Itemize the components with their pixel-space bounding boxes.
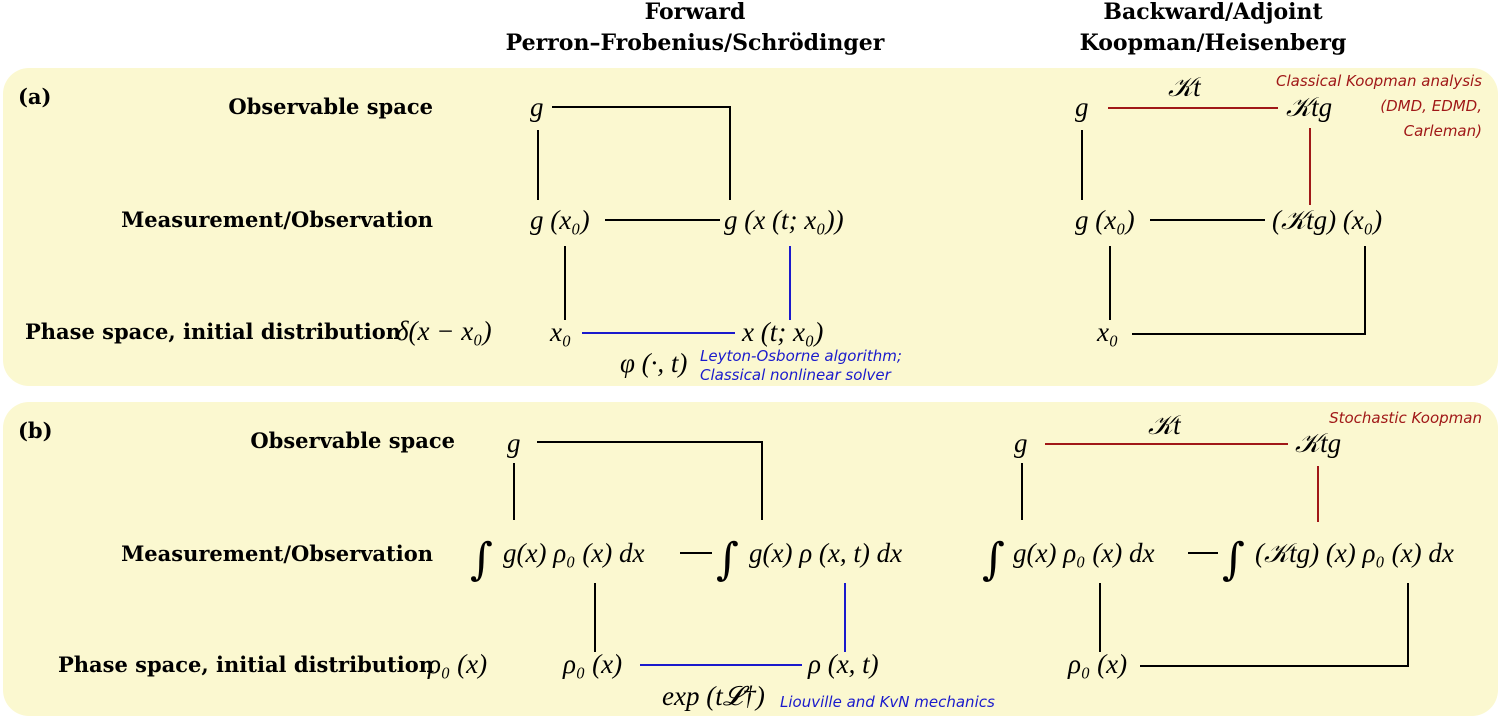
a-fwd-g-x0: g (x₀) — [530, 205, 590, 235]
backward-header-line2: Koopman/Heisenberg — [1079, 30, 1347, 56]
a-bwd-kt-label: 𝒦t — [1168, 72, 1201, 102]
backward-header-line1: Backward/Adjoint — [1103, 0, 1323, 25]
panel-a-phase-expr: δ(x − x₀) — [396, 316, 492, 346]
b-bwd-int-rho0: g(x) ρ₀ (x) dx — [1013, 538, 1155, 568]
b-fwd-int-rho0: g(x) ρ₀ (x) dx — [503, 538, 645, 568]
b-fwd-integral-2: ∫ — [716, 534, 739, 585]
panel-a-tag: (a) — [18, 84, 52, 109]
b-fwd-note: Liouville and KvN mechanics — [780, 693, 995, 711]
b-fwd-g-top: g — [507, 428, 521, 458]
panel-b-tag: (b) — [18, 418, 53, 443]
a-fwd-xt: x (t; x₀) — [742, 317, 824, 347]
b-fwd-int-rho: g(x) ρ (x, t) dx — [749, 538, 903, 568]
forward-header-line2: Perron–Frobenius/Schrödinger — [505, 30, 885, 56]
b-fwd-integral-1: ∫ — [470, 534, 493, 585]
b-bwd-integral-2: ∫ — [1222, 534, 1245, 585]
panel-b-label-observable: Observable space — [250, 428, 455, 453]
panel-a-label-measurement: Measurement/Observation — [121, 207, 433, 232]
b-bwd-int-ktg: (𝒦tg) (x) ρ₀ (x) dx — [1255, 538, 1454, 568]
a-fwd-note-line2: Classical nonlinear solver — [700, 366, 891, 384]
b-bwd-integral-1: ∫ — [982, 534, 1005, 585]
b-bwd-rho0: ρ₀ (x) — [1068, 649, 1128, 679]
b-bwd-g-top: g — [1014, 428, 1028, 458]
a-fwd-x0: x₀ — [550, 317, 572, 347]
a-bwd-note-line1: Classical Koopman analysis — [1276, 72, 1482, 90]
b-bwd-note: Stochastic Koopman — [1329, 409, 1482, 427]
b-bwd-ktg: 𝒦tg — [1295, 428, 1342, 458]
panel-a — [3, 68, 1498, 386]
b-fwd-flow-operator: exp (t𝓛†) — [662, 681, 765, 711]
panel-a-label-phase: Phase space, initial distribution — [25, 319, 401, 344]
a-bwd-ktg-x0: (𝒦tg) (x₀) — [1272, 205, 1383, 235]
a-bwd-note-line2: (DMD, EDMD, — [1380, 97, 1482, 115]
forward-header-line1: Forward — [644, 0, 746, 25]
panel-b — [3, 402, 1498, 716]
b-fwd-rho-xt: ρ (x, t) — [808, 649, 879, 679]
a-fwd-flow-operator: φ (·, t) — [620, 348, 688, 378]
a-fwd-g-xt: g (x (t; x₀)) — [724, 205, 844, 235]
b-bwd-kt-label: 𝒦t — [1148, 410, 1181, 440]
b-fwd-rho0: ρ₀ (x) — [563, 649, 623, 679]
panel-b-phase-expr: ρ₀ (x) — [428, 649, 488, 679]
a-bwd-ktg: 𝒦tg — [1286, 92, 1333, 122]
a-bwd-g-top: g — [1075, 92, 1089, 122]
a-bwd-note-line3: Carleman) — [1403, 122, 1482, 140]
a-bwd-g-x0: g (x₀) — [1075, 205, 1135, 235]
a-bwd-x0: x₀ — [1097, 317, 1119, 347]
panel-a-label-observable: Observable space — [228, 94, 433, 119]
panel-b-label-phase: Phase space, initial distribution — [58, 652, 434, 677]
a-fwd-g-top: g — [530, 92, 544, 122]
a-fwd-note-line1: Leyton-Osborne algorithm; — [700, 347, 902, 365]
panel-b-label-measurement: Measurement/Observation — [121, 541, 433, 566]
